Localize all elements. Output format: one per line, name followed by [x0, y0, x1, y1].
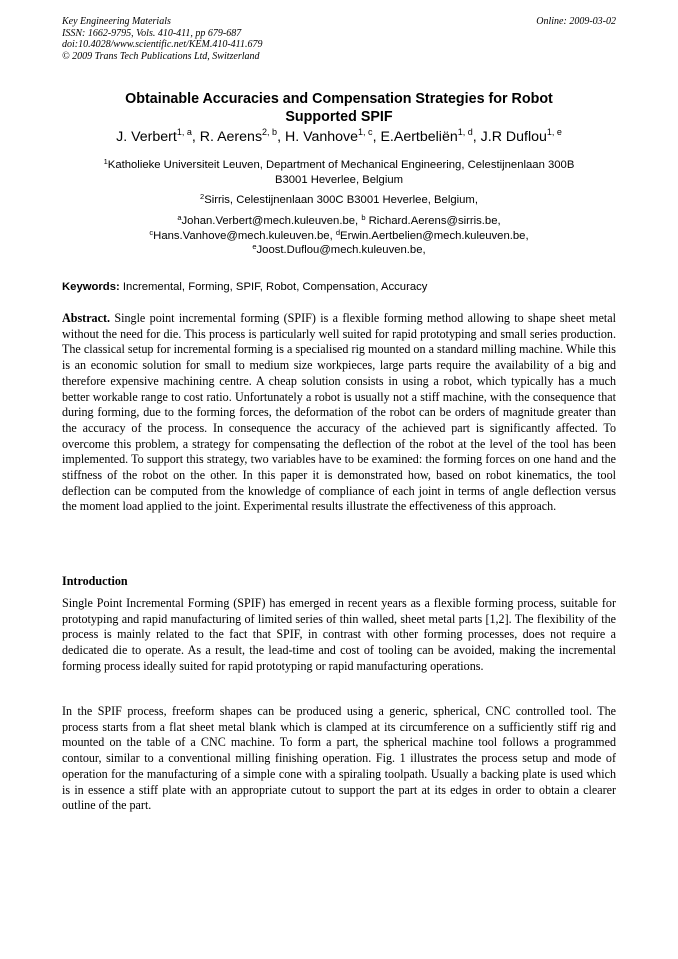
online-date: Online: 2009-03-02	[536, 16, 616, 27]
email-mark: c	[149, 227, 154, 237]
keywords-label: Keywords:	[62, 281, 120, 293]
author-separator: ,	[472, 129, 481, 145]
email-address: Johan.Verbert@mech.kuleuven.be,	[181, 215, 362, 227]
email-address: Hans.Vanhove@mech.kuleuven.be,	[153, 229, 336, 242]
author-affiliation-mark: 1, e	[546, 127, 562, 137]
email-mark: d	[335, 227, 341, 237]
email-address: Erwin.Aertbelien@mech.kuleuven.be,	[340, 229, 529, 242]
author-separator: ,	[277, 129, 285, 145]
author-separator: ,	[191, 129, 200, 145]
abstract-label: Abstract.	[62, 311, 111, 325]
introduction-paragraph-2: In the SPIF process, freeform shapes can be produced using a generic, spherical, CNC controlled tool. The process starts from a flat sheet metal blank which is clamped at its circumference on a sufficiently stiff rig and mounted on the table of a CNC machine. To form a part, the spherical machine tool follows a programmed contour, similar to a conventional milling finishing operation. Fig. 1 illustrates the process setup and mode of operation for the manufacturing of a simple cone with a spiraling toolpath. Usually a backing plate is used which is in essence a stiff plate with an appropriate cutout to support the part at its edges in order to obtain a clearer outline of the part.	[62, 704, 616, 813]
email-mark: a	[177, 213, 182, 222]
affiliation-mark: 1	[103, 157, 108, 166]
doi-line: doi:10.4028/www.scientific.net/KEM.410-411.679	[62, 39, 263, 50]
affiliation-text: Katholieke Universiteit Leuven, Department of Mechanical Engineering, Celestijnenlaan 300B	[107, 159, 575, 171]
section-heading-introduction: Introduction	[62, 574, 128, 588]
affiliation-mark: 2	[200, 192, 205, 201]
paper-title	[62, 90, 616, 126]
author-affiliation-mark: 2, b	[262, 127, 278, 137]
author-name: J.R Duflou	[480, 129, 547, 145]
keywords-text: Incremental, Forming, SPIF, Robot, Compensation, Accuracy	[119, 281, 428, 293]
email-mark: e	[252, 242, 257, 252]
affiliation-text: Sirris, Celestijnenlaan 300C B3001 Heverlee, Belgium,	[204, 194, 478, 206]
abstract-text: Single point incremental forming (SPIF) is a flexible forming method allowing to shape sheet metal without the need for die. This process is particularly well suited for rapid prototyping and small series production. The classical setup for incremental forming is a specialised rig mounted on a standard milling machine. While this is an economic solution for small to medium size workpieces, large parts require the availability of a big and therefore expensive machining centre. A cheap solution consists in using a robot, which typically has a much better workable range to cost ratio. Unfortunately a robot is usually not a stiff machine, with the consequence that during forming, due to the forming forces, the deformation of the robot can be orders of magnitude greater than the accuracy of the process. In consequence the accuracy of the achieved part is significantly affected. To overcome this problem, a strategy for compensating the deflection of the robot at the level of the tool has been implemented. To support this strategy, two variables have to be examined: the forming forces on one hand and the stiffness of the robot on the other. In this paper it is demonstrated how, based on robot kinematics, the tool deflection can be computed from the knowledge of compliance of each joint in terms of angle deflection versus the moment load applied to the joint. Experimental results illustrate the effectiveness of this approach.	[62, 311, 616, 514]
email-address: Richard.Aerens@sirris.be,	[365, 215, 501, 227]
author-name: H. Vanhove	[284, 129, 359, 145]
affiliation-1	[62, 158, 616, 188]
title-line-2: Supported SPIF	[285, 109, 393, 125]
journal-header	[62, 16, 616, 62]
title-line-1: Obtainable Accuracies and Compensation Strategies for Robot	[125, 91, 553, 107]
issn-line: ISSN: 1662-9795, Vols. 410-411, pp 679-687	[62, 27, 242, 39]
copyright-line: © 2009 Trans Tech Publications Ltd, Switzerland	[62, 50, 260, 62]
author-name: J. Verbert	[116, 129, 177, 145]
author-affiliation-mark: 1, c	[358, 127, 373, 137]
abstract	[62, 311, 616, 515]
author-emails	[62, 214, 616, 258]
keywords	[62, 280, 616, 295]
affiliation-text: B3001 Heverlee, Belgium	[274, 174, 404, 186]
author-separator: ,	[372, 129, 381, 145]
author-list	[62, 128, 616, 146]
journal-name: Key Engineering Materials	[62, 16, 171, 27]
introduction-paragraph-1: Single Point Incremental Forming (SPIF) has emerged in recent years as a flexible forming process, suitable for prototyping and rapid manufacturing of limited series of thin walled, sheet metal parts [1,2]. The flexibility of the process is mainly related to the fact that SPIF, in contrast with other forming processes, does not require a dedicated die to operate. As a result, the lead-time and cost of tooling can be avoided, making the incremental forming process ideally suited for rapid prototyping or rapid manufacturing operations.	[62, 596, 616, 673]
author-affiliation-mark: 1, d	[457, 127, 473, 137]
affiliation-2	[62, 193, 616, 208]
email-mark: b	[361, 213, 366, 222]
author-name: E.Aertbeliën	[380, 129, 458, 145]
author-name: R. Aerens	[199, 129, 263, 145]
author-affiliation-mark: 1, a	[176, 127, 192, 137]
email-address: Joost.Duflou@mech.kuleuven.be,	[256, 244, 426, 257]
